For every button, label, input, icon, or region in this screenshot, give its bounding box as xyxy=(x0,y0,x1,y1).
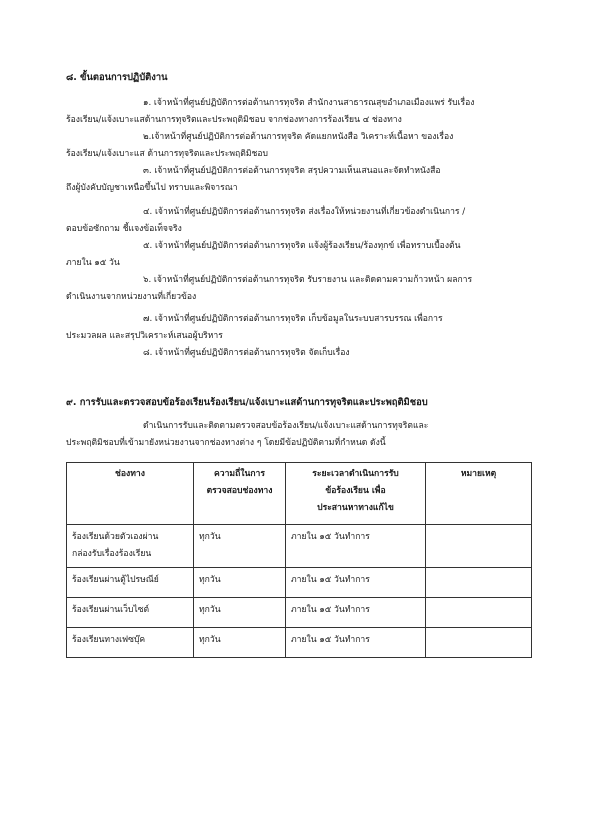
step-6-line: ๖. เจ้าหน้าที่ศูนย์ปฏิบัติการต่อต้านการทุจริต รับรายงาน และติดตามความก้าวหน้า ผลการ xyxy=(143,275,473,285)
section-9-intro-continuation: ประพฤติมิชอบที่เข้ามายังหน่วยงานจากช่องทางต่าง ๆ โดยมีข้อปฏิบัติตามที่กำหนด ดังนี้ xyxy=(66,438,386,448)
frequency-cell: ทุกวัน xyxy=(194,525,286,568)
table-row xyxy=(67,598,532,628)
header-duration xyxy=(286,463,426,525)
step-1-continuation: ร้องเรียน/แจ้งเบาะแสด้านการทุจริตและประพฤติมิชอบ จากช่องทางการร้องเรียน ๔ ช่องทาง xyxy=(66,115,402,125)
step-3-line: ๓. เจ้าหน้าที่ศูนย์ปฏิบัติการต่อต้านการทุจริต สรุปความเห็นเสนอและจัดทำหนังสือ xyxy=(143,166,441,176)
step-7-continuation: ประมวลผล และสรุปวิเคราะห์เสนอผู้บริหาร xyxy=(66,331,223,341)
header-duration-line-2: ข้อร้องเรียน เพื่อ xyxy=(325,486,386,496)
table-row xyxy=(67,525,532,568)
step-2-continuation: ร้องเรียน/แจ้งเบาะแส ด้านการทุจริตและประพฤติมิชอบ xyxy=(66,149,268,159)
duration-cell: ภายใน ๑๕ วันทำการ xyxy=(286,598,426,628)
channel-text-line-2: กล่องรับเรื่องร้องเรียน xyxy=(72,549,152,559)
channel-cell xyxy=(67,628,194,658)
step-7-line: ๗. เจ้าหน้าที่ศูนย์ปฏิบัติการต่อต้านการทุจริต เก็บข้อมูลในระบบสารบรรณ เพื่อการ xyxy=(143,314,443,324)
header-frequency-line-1: ความถี่ในการ xyxy=(214,469,265,479)
header-frequency-line-2: ตรวจสอบช่องทาง xyxy=(206,486,273,496)
duration-cell: ภายใน ๑๕ วันทำการ xyxy=(286,568,426,598)
section-8-heading: ๘. ขั้นตอนการปฏิบัติงาน xyxy=(66,72,168,83)
step-1-line: ๑. เจ้าหน้าที่ศูนย์ปฏิบัติการต่อต้านการทุจริต สำนักงานสาธารณสุขอำเภอเมืองแพร่ รับเรื่อง xyxy=(143,98,475,108)
header-frequency xyxy=(194,463,286,525)
channel-text-line-1: ร้องเรียนผ่านเว็บไซต์ xyxy=(72,605,150,615)
table-row xyxy=(67,628,532,658)
frequency-cell: ทุกวัน xyxy=(194,598,286,628)
channel-cell xyxy=(67,568,194,598)
channel-cell xyxy=(67,525,194,568)
note-cell xyxy=(426,598,532,628)
channel-text-line-1: ร้องเรียนทางเฟซบุ๊ค xyxy=(72,635,146,645)
header-channel xyxy=(67,463,194,525)
table-header-row xyxy=(67,463,532,525)
step-6-continuation: ดำเนินงานจากหน่วยงานที่เกี่ยวข้อง xyxy=(66,292,197,302)
step-4-line: ๔. เจ้าหน้าที่ศูนย์ปฏิบัติการต่อต้านการทุจริต ส่งเรื่องให้หน่วยงานที่เกี่ยวข้องดำเนินการ / xyxy=(143,207,466,217)
step-8-line: ๘. เจ้าหน้าที่ศูนย์ปฏิบัติการต่อต้านการทุจริต จัดเก็บเรื่อง xyxy=(143,348,350,358)
channel-cell xyxy=(67,598,194,628)
header-duration-line-1: ระยะเวลาดำเนินการรับ xyxy=(312,469,399,479)
header-channel-text: ช่องทาง xyxy=(115,469,145,479)
note-cell xyxy=(426,568,532,598)
header-note xyxy=(426,463,532,525)
duration-cell: ภายใน ๑๕ วันทำการ xyxy=(286,525,426,568)
channel-text-line-1: ร้องเรียนผ่านตู้ไปรษณีย์ xyxy=(72,575,159,585)
complaint-channels-table xyxy=(66,462,532,658)
note-cell xyxy=(426,628,532,658)
step-4-continuation: ตอบข้อซักถาม ชี้แจงข้อเท็จจริง xyxy=(66,224,182,234)
header-note-text: หมายเหตุ xyxy=(460,469,497,479)
step-5-continuation: ภายใน ๑๕ วัน xyxy=(66,258,120,268)
step-5-line: ๕. เจ้าหน้าที่ศูนย์ปฏิบัติการต่อต้านการทุจริต แจ้งผู้ร้องเรียน/ร้องทุกข์ เพื่อทราบเบื้องต้น xyxy=(143,241,461,251)
section-9-intro-line: ดำเนินการรับและติดตามตรวจสอบข้อร้องเรียน/แจ้งเบาะแสด้านการทุจริตและ xyxy=(143,421,429,431)
step-2-line: ๒.เจ้าหน้าที่ศูนย์ปฏิบัติการต่อต้านการทุจริต คัดแยกหนังสือ วิเคราะห์เนื้อหา ของเรื่อง xyxy=(143,132,454,142)
duration-cell: ภายใน ๑๕ วันทำการ xyxy=(286,628,426,658)
note-cell xyxy=(426,525,532,568)
section-9-heading: ๙. การรับและตรวจสอบข้อร้องเรียนร้องเรียน/แจ้งเบาะแสด้านการทุจริตและประพฤติมิชอบ xyxy=(66,397,428,408)
frequency-cell: ทุกวัน xyxy=(194,568,286,598)
table-row xyxy=(67,568,532,598)
channel-text-line-1: ร้องเรียนด้วยตัวเองผ่าน xyxy=(72,532,159,542)
header-duration-line-3: ประสานหาทางแก้ไข xyxy=(317,503,394,513)
frequency-cell: ทุกวัน xyxy=(194,628,286,658)
step-3-continuation: ถึงผู้บังคับบัญชาเหนือขึ้นไป ทราบและพิจารณา xyxy=(66,183,238,193)
